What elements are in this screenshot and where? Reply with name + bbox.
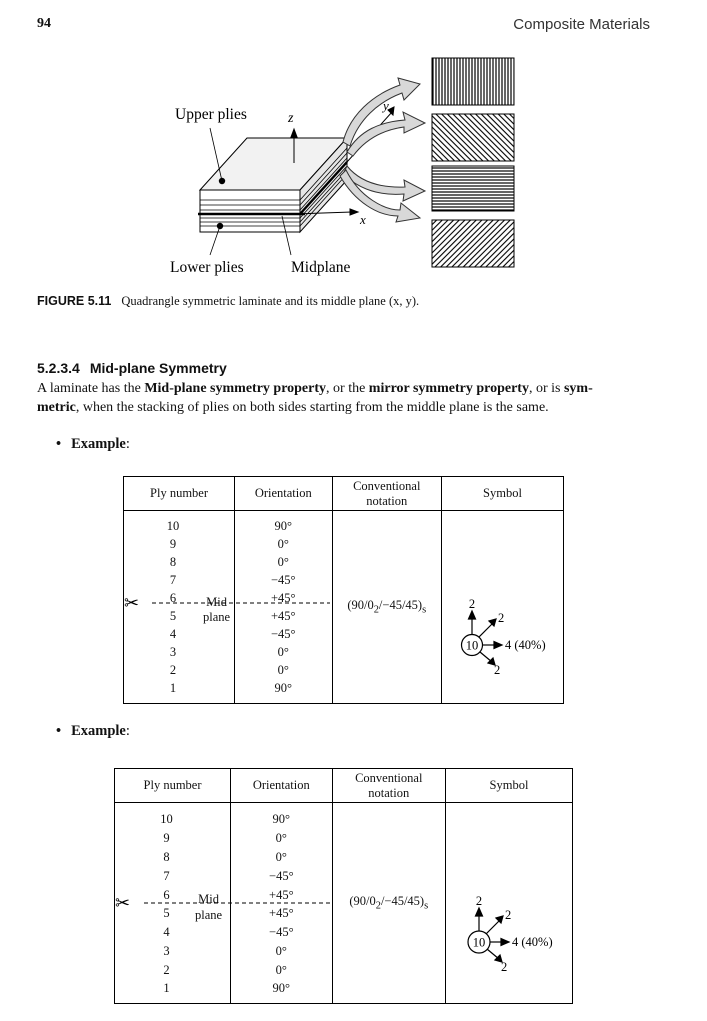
ply-number: 1 (163, 981, 170, 995)
ply-number: 6 (169, 591, 177, 605)
orientation-value: 0° (275, 831, 287, 845)
ply-number: 4 (163, 925, 170, 939)
term-mirror-symmetry: mirror symmetry property (368, 381, 529, 396)
body-paragraph (37, 379, 662, 417)
laminate-block (198, 138, 347, 232)
ply-number: 7 (169, 573, 177, 587)
para-text: , when the stacking of plies on both sides starting from the middle plane is the same. (75, 400, 549, 415)
caption-text: Quadrangle symmetric laminate and its middle plane (x, y). (121, 294, 420, 308)
ply-number: 5 (163, 906, 170, 920)
header-ply-number: Ply number (115, 769, 231, 803)
symbol-center: 10 (465, 638, 479, 653)
lower-plies-label: Lower plies (170, 259, 244, 276)
ply-number: 5 (169, 609, 177, 623)
running-header: Composite Materials (513, 16, 650, 33)
midplane-cut-line-2 (0, 768, 707, 1000)
symbol-right-count: 4 (40%) (504, 638, 546, 652)
orientation-value: −45° (271, 627, 296, 641)
ply-number: 1 (169, 681, 177, 695)
orientation-value: 0° (275, 963, 287, 977)
symbol-up-count: 2 (475, 894, 483, 908)
orientation-value: −45° (269, 869, 294, 883)
example-bullet-1: • Example: (56, 436, 130, 452)
header-orientation: Orientation (231, 769, 332, 803)
symbol-downright-count: 2 (500, 960, 508, 974)
orientation-value: +45° (271, 609, 296, 623)
orientation-value: 90° (272, 812, 291, 826)
orientation-value: 90° (274, 681, 293, 695)
ply-number: 2 (169, 663, 177, 677)
example-label: Example (71, 436, 126, 452)
example-label: Example (71, 723, 126, 739)
symbol-right-count: 4 (40%) (511, 935, 553, 949)
orientation-value: 90° (274, 519, 293, 533)
symbol-up-count: 2 (468, 597, 476, 611)
ply-number: 3 (163, 944, 170, 958)
scissors-icon: ✂ (124, 593, 140, 614)
header-notation: Conventional notation (332, 477, 441, 511)
ply-number: 9 (163, 831, 170, 845)
orientation-value: 0° (275, 944, 287, 958)
ply-number: 4 (169, 627, 177, 641)
orientation-value: +45° (269, 888, 294, 902)
ply-number: 6 (163, 888, 170, 902)
orientation-value: 0° (277, 663, 289, 677)
symbol-center: 10 (472, 935, 486, 950)
header-orientation: Orientation (235, 477, 332, 511)
notation-cell: $(90/0_2/-45/45)_s$ (332, 803, 445, 1004)
ply-number: 8 (169, 555, 177, 569)
para-text: , or is (528, 381, 564, 396)
orientation-value: 90° (272, 981, 291, 995)
midplane-cut-line-1 (0, 476, 707, 698)
laminate-figure (0, 50, 707, 285)
orientation-value: 0° (277, 645, 289, 659)
ply-orientation-swatches (432, 58, 514, 267)
symbol-upright-count: 2 (497, 611, 505, 625)
orientation-value: +45° (271, 591, 296, 605)
term-symmetric: sym- (563, 381, 593, 396)
orientation-value: 0° (275, 850, 287, 864)
para-text: A laminate has the (37, 381, 145, 396)
header-notation: Conventional notation (332, 769, 445, 803)
figure-caption (37, 294, 419, 309)
ply-number: 8 (163, 850, 170, 864)
ply-number: 2 (163, 963, 170, 977)
page-number: 94 (37, 16, 51, 31)
ply-number: 10 (166, 519, 180, 533)
ply-number: 9 (169, 537, 177, 551)
x-axis-label: x (360, 212, 366, 227)
y-axis-label: y (383, 98, 389, 113)
section-number: 5.2.3.4 (37, 360, 80, 376)
upper-plies-label: Upper plies (175, 106, 247, 123)
para-text: , or the (326, 381, 369, 396)
midplane-label: Mid plane (203, 595, 231, 624)
symbol-upright-count: 2 (504, 908, 512, 922)
term-symmetric: metric (37, 400, 76, 415)
orientation-value: −45° (271, 573, 296, 587)
symbol-downright-count: 2 (493, 663, 501, 677)
section-title: Mid-plane Symmetry (89, 360, 227, 376)
term-mid-plane-symmetry: Mid-plane symmetry property (144, 381, 327, 396)
ply-number: 10 (160, 812, 173, 826)
header-symbol: Symbol (445, 769, 572, 803)
orientation-value: 0° (277, 555, 289, 569)
z-axis-label: z (288, 111, 294, 126)
header-symbol: Symbol (441, 477, 563, 511)
ply-number: 3 (169, 645, 177, 659)
ply-number: 7 (163, 869, 170, 883)
section-heading (37, 360, 227, 376)
orientation-value: +45° (269, 906, 294, 920)
orientation-value: 0° (277, 537, 289, 551)
midplane-label: Midplane (291, 259, 351, 276)
example-bullet-2: • Example: (56, 723, 130, 739)
orientation-value: −45° (269, 925, 294, 939)
scissors-icon: ✂ (115, 893, 131, 914)
notation-cell: $(90/0_2/-45/45)_s$ (332, 511, 441, 704)
header-ply-number: Ply number (124, 477, 235, 511)
caption-label: FIGURE 5.11 (37, 294, 112, 308)
midplane-label: Mid plane (195, 892, 223, 922)
